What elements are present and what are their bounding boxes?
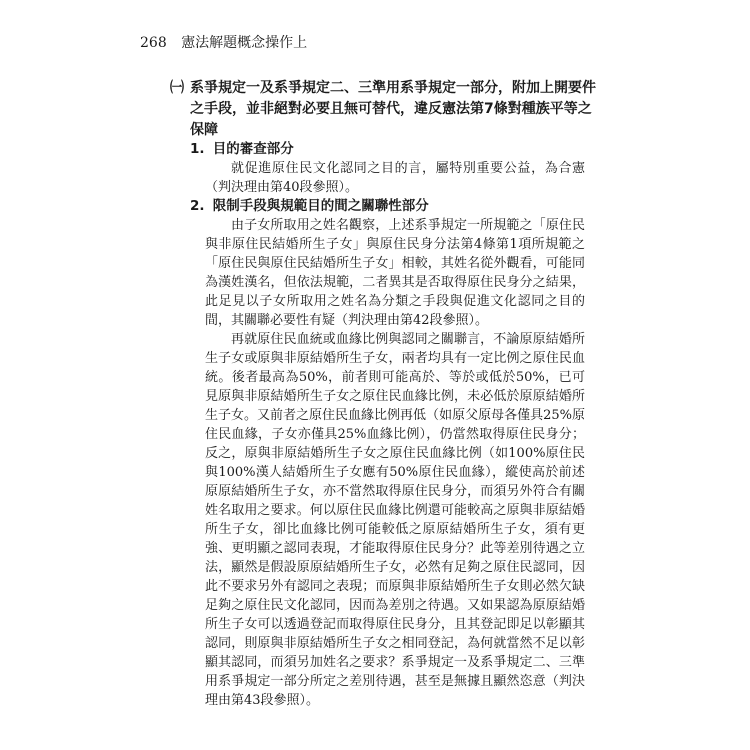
subsection-title: 目的審查部分 — [212, 141, 294, 157]
section-heading — [170, 78, 600, 141]
paragraph-bloodline-analysis: 再就原住民血統或血緣比例與認同之關聯言，不論原原結婚所生子女或原與非原結婚所生子女，兩者均具有一定比例之原住民血統。後者最高為50%，前者則可能高於、等於或低於50%，已可見原與非原結婚所生子女之原住民血緣比例，未必低於原原結婚所生子女。又前者之原住民血緣比例再低（如原父原母各僅具25%原住民血緣，子女亦僅具25%血緣比例），仍當然取得原住民身分；反之，原與非原結婚所生子女之原住民血緣比例（如100%原住民與100%漢人結婚所生子女應有50%原住民血緣），縱使高於前述原原結婚所生子女，亦不當然取得原住民身分，而須另外符合有關姓名取用之要求。何以原住民血緣比例還可能較高之原與非原結婚所生子女，卻比血緣比例可能較低之原原結婚所生子女，須有更強、更明顯之認同表現，才能取得原住民身分？此等差別待遇之立法，顯然是假設原原結婚所生子女，必然有足夠之原住民認同，因此不要求另外有認同之表現；而原與非原結婚所生子女則必然欠缺足夠之原住民文化認同，因而為差別之待遇。又如果認為原原結婚所生子女可以透過登記而取得原住民身分，且其登記即足以彰顯其認同，則原與非原結婚所生子女之相同登記，為何就當然不足以彰顯其認同，而須另加姓名之要求？系爭規定一及系爭規定二、三準用系爭規定一部分所定之差別待遇，甚至是無據且顯然恣意（判決理由第43段參照）。 — [205, 332, 585, 708]
paragraph-name-classification: 由子女所取用之姓名觀察，上述系爭規定一所規範之「原住民與非原住民結婚所生子女」與原住民身分法第4條第1項所規範之「原住民與原住民結婚所生子女」相較，其姓名從外觀看，可能同為漢姓漢名，但依法規範，二者異其是否取得原住民身分之結果，此足見以子女所取用之姓名為分類之手段與促進文化認同之目的間，其關聯必要性有疑（判決理由第42段參照）。 — [205, 218, 585, 328]
page-number: 268 — [140, 35, 167, 51]
running-head — [140, 34, 307, 52]
subsection-heading-purpose — [190, 140, 590, 159]
subsection-title: 限制手段與規範目的間之關聯性部分 — [212, 198, 429, 214]
book-title: 憲法解題概念操作上 — [181, 35, 308, 51]
subsection-number: 1. — [190, 141, 205, 157]
section-heading-text: 系爭規定一及系爭規定二、三準用系爭規定一部分，附加上開要件之手段，並非絕對必要且無可替代，違反憲法第7條對種族平等之保障 — [190, 80, 596, 138]
paragraph-purpose-review: 就促進原住民文化認同之目的言，屬特別重要公益，為合憲（判決理由第40段參照）。 — [205, 161, 585, 195]
section-marker: ㈠ — [170, 80, 184, 96]
subsection-heading-means — [190, 197, 590, 216]
subsection-number: 2. — [190, 198, 205, 214]
